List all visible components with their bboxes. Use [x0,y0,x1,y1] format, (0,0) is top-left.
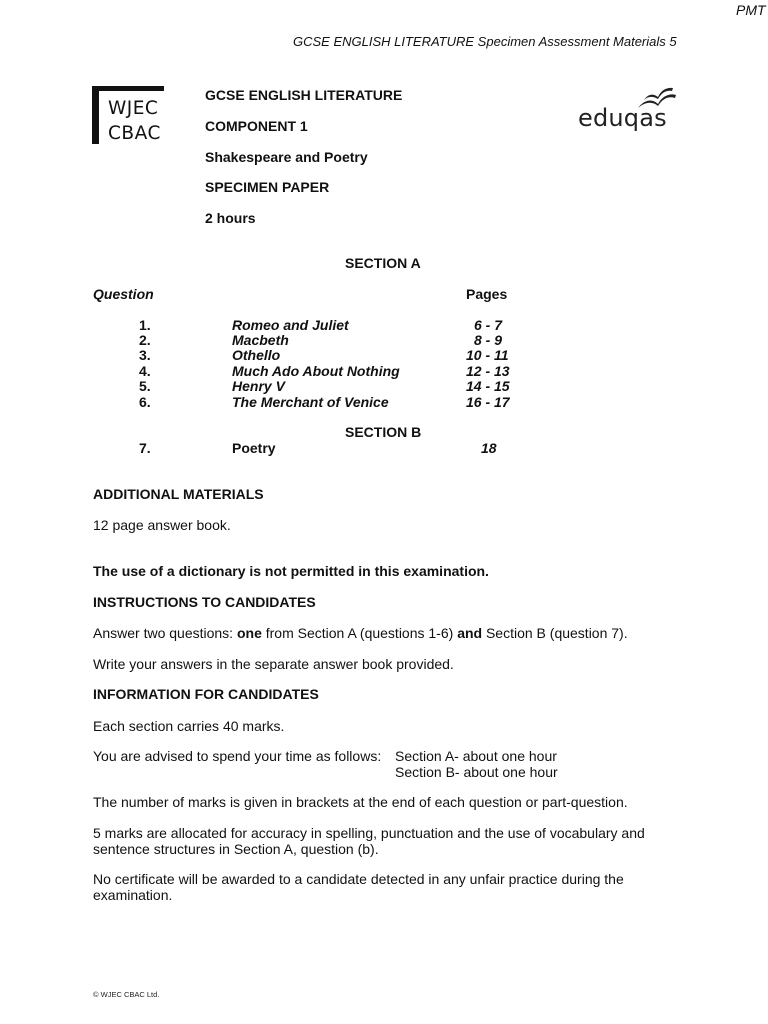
question-pages: 18 [481,440,497,456]
additional-materials-text: 12 page answer book. [93,517,231,533]
question-column-header: Question [93,286,154,302]
section-b-heading: SECTION B [345,424,422,440]
advice-section-b: Section B- about one hour [395,764,558,780]
answer-instruction-text: Section B (question 7). [482,625,628,641]
answer-instruction-emphasis: and [457,625,483,641]
answer-instruction-text: Answer two questions: [93,625,237,641]
corner-tag: PMT [736,2,766,18]
answer-instruction-emphasis: one [236,625,262,641]
question-number: 2. [139,332,151,348]
paper-title: SPECIMEN PAPER [205,179,330,195]
advice-section-a: Section A- about one hour [395,748,557,764]
copyright-footer: © WJEC CBAC Ltd. [93,990,160,999]
cbac-logo-text: CBAC [108,123,161,144]
question-title: The Merchant of Venice [232,394,389,410]
component-title: COMPONENT 1 [205,118,308,134]
question-title: Othello [232,347,281,363]
eduqas-logo [578,86,674,136]
wjec-logo-text: WJEC [108,98,159,119]
question-title: Romeo and Juliet [232,317,349,333]
running-header: GCSE ENGLISH LITERATURE Specimen Assessment Materials 5 [293,34,677,49]
question-title: Macbeth [232,332,289,348]
question-number: 7. [139,440,151,456]
answer-instruction [93,625,628,641]
eduqas-wordmark: eduqas [578,104,667,132]
question-number: 3. [139,347,151,363]
section-a-heading: SECTION A [345,255,421,271]
information-heading: INFORMATION FOR CANDIDATES [93,686,319,702]
additional-materials-heading: ADDITIONAL MATERIALS [93,486,264,502]
write-instruction: Write your answers in the separate answer book provided. [93,656,454,672]
pages-column-header: Pages [466,286,508,302]
answer-instruction-text: from Section A (questions 1-6) [261,625,458,641]
question-number: 1. [139,317,151,333]
spag-text-line2: sentence structures in Section A, question (b). [93,841,379,857]
instructions-heading: INSTRUCTIONS TO CANDIDATES [93,594,316,610]
wjec-cbac-logo [92,86,170,148]
question-pages: 16 - 17 [466,394,510,410]
question-pages: 6 - 7 [474,317,503,333]
question-number: 5. [139,378,151,394]
question-title: Much Ado About Nothing [232,363,400,379]
certificate-text-line2: examination. [93,887,173,903]
question-title: Henry V [232,378,285,394]
question-pages: 14 - 15 [466,378,510,394]
topic-title: Shakespeare and Poetry [205,149,368,165]
question-title: Poetry [232,440,276,456]
dictionary-notice: The use of a dictionary is not permitted in this examination. [93,563,489,579]
question-pages: 10 - 11 [466,347,509,363]
question-number: 4. [139,363,151,379]
certificate-text-line1: No certificate will be awarded to a candidate detected in any unfair practice during the [93,871,624,887]
duration-text: 2 hours [205,210,256,226]
question-pages: 12 - 13 [466,363,510,379]
brackets-text: The number of marks is given in brackets at the end of each question or part-question. [93,794,628,810]
spag-text-line1: 5 marks are allocated for accuracy in spelling, punctuation and the use of vocabulary and [93,825,645,841]
advice-lead: You are advised to spend your time as follows: [93,748,382,764]
marks-text: Each section carries 40 marks. [93,718,285,734]
question-number: 6. [139,394,151,410]
question-pages: 8 - 9 [474,332,503,348]
subject-title: GCSE ENGLISH LITERATURE [205,87,403,103]
